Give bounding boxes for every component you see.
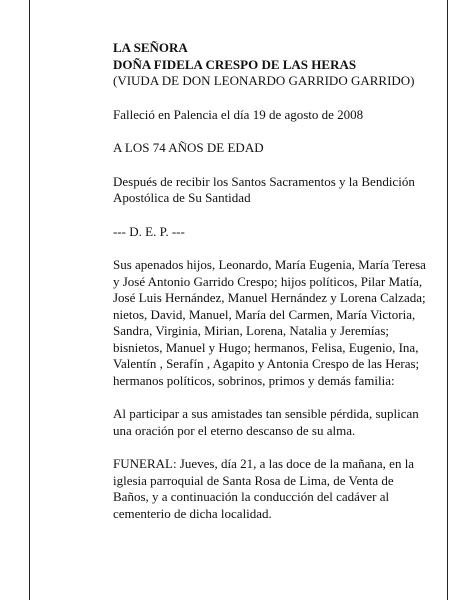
heading-title: LA SEÑORA [113,40,188,55]
deceased-name: DOÑA FIDELA CRESPO DE LAS HERAS [113,56,357,72]
prayer-request: Al participar a sus amistades tan sensible pérdida, suplican una oración por el eterno descanso de su alma. [113,406,419,438]
page-border-left [29,0,30,600]
rip-line: --- D. E. P. --- [113,223,185,239]
obituary-heading [113,40,428,90]
age-line: A LOS 74 AÑOS DE EDAD [113,140,264,155]
widow-of-line: (VIUDA DE DON LEONARDO GARRIDO GARRIDO) [113,73,415,88]
page-border-right [447,0,448,600]
funeral-details: FUNERAL: Jueves, día 21, a las doce de la mañana, en la iglesia parroquial de Santa Rosa de Lima, de Venta de Baños, y a continuación la conducción del cadáver al cementerio de dicha localidad. [113,456,415,521]
sacraments-line: Después de recibir los Santos Sacramentos y la Bendición Apostólica de Su Santidad [113,173,415,205]
family-paragraph: Sus apenados hijos, Leonardo, María Eugenia, María Teresa y José Antonio Garrido Crespo; hijos políticos, Pilar Matía, José Luis Hernández, Manuel Hernández y Lorena Calzada; nietos, David, Manuel, María del Carmen, María Victoria, Sandra, Virginia, Mirian, Lorena, Natalia y Jeremías; bisnietos, Manuel y Hugo; hermanos, Felisa, Eugenio, Ina, Valentín , Serafín , Agapito y Antonia Crespo de las Heras; hermanos políticos, sobrinos, primos y demás familia: [113,257,426,388]
obituary-notice [113,40,428,522]
death-notice: Falleció en Palencia el día 19 de agosto de 2008 [113,106,364,122]
